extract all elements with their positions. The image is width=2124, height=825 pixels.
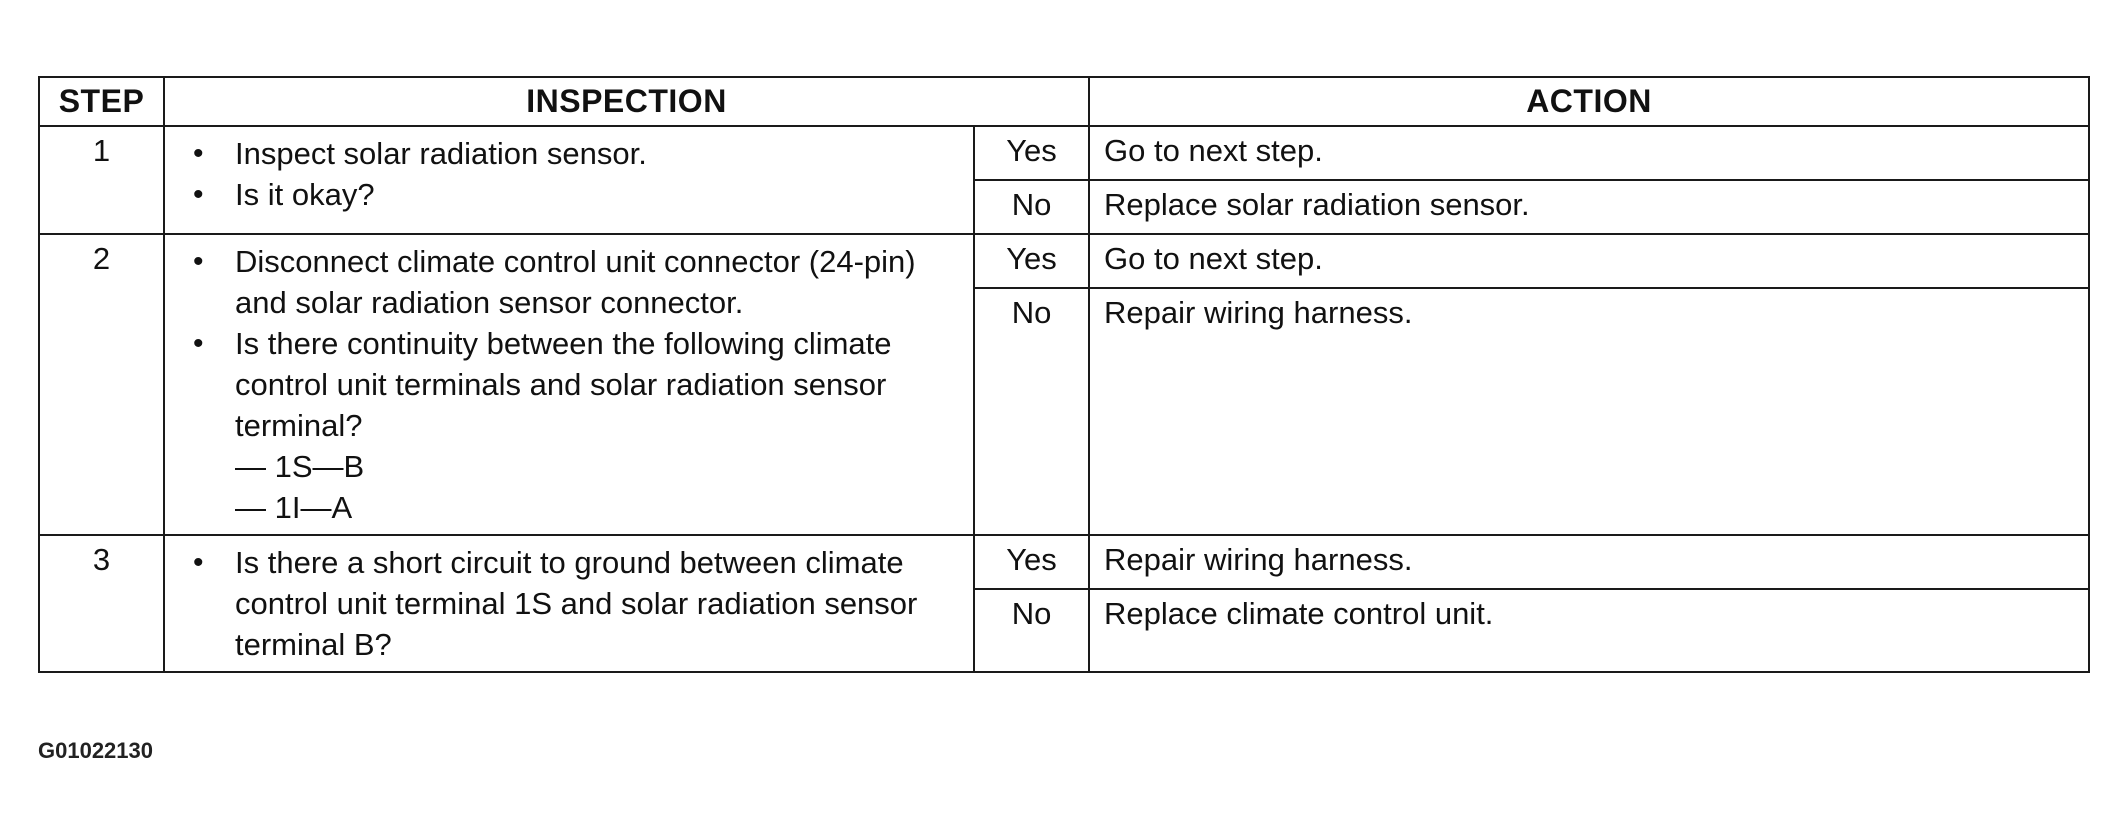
inspection-list [193, 241, 963, 528]
answer-no: No [974, 589, 1089, 672]
inspection-item [193, 323, 963, 528]
inspection-item [193, 542, 963, 665]
figure-id: G01022130 [38, 738, 153, 763]
inspection-item [193, 241, 963, 323]
action-text: Go to next step. [1089, 234, 2089, 288]
table-row [39, 234, 2089, 288]
step-number: 2 [39, 234, 164, 535]
bullet-icon: • [193, 546, 204, 579]
answer-yes: Yes [974, 126, 1089, 180]
inspection-text: Is there continuity between the following climate control unit terminals and solar radiation sensor terminal? [235, 326, 892, 443]
step-number: 3 [39, 535, 164, 672]
terminal-pair: — 1I—A [235, 490, 353, 525]
action-text: Repair wiring harness. [1089, 535, 2089, 589]
bullet-icon: • [193, 137, 204, 170]
answer-yes: Yes [974, 234, 1089, 288]
header-step: STEP [39, 77, 164, 126]
inspection-item [193, 133, 963, 174]
header-action: ACTION [1089, 77, 2089, 126]
inspection-cell [164, 535, 974, 672]
action-text: Repair wiring harness. [1089, 288, 2089, 535]
bullet-icon: • [193, 245, 204, 278]
bullet-icon: • [193, 327, 204, 360]
answer-yes: Yes [974, 535, 1089, 589]
answer-no: No [974, 180, 1089, 234]
inspection-text: Is there a short circuit to ground between climate control unit terminal 1S and solar radiation sensor terminal B? [235, 545, 918, 662]
action-text: Replace climate control unit. [1089, 589, 2089, 672]
answer-no: No [974, 288, 1089, 535]
table-row [39, 535, 2089, 589]
bullet-icon: • [193, 178, 204, 211]
inspection-item [193, 174, 963, 215]
inspection-list [193, 133, 963, 215]
inspection-text: Inspect solar radiation sensor. [235, 136, 647, 171]
inspection-cell [164, 234, 974, 535]
inspection-text: Is it okay? [235, 177, 375, 212]
header-row [39, 77, 2089, 126]
action-text: Go to next step. [1089, 126, 2089, 180]
terminal-pair: — 1S—B [235, 449, 365, 484]
step-number: 1 [39, 126, 164, 234]
diagnostic-table [38, 76, 2090, 673]
action-text: Replace solar radiation sensor. [1089, 180, 2089, 234]
table-row [39, 126, 2089, 180]
inspection-text: Disconnect climate control unit connector (24-pin) and solar radiation sensor connector. [235, 244, 916, 320]
header-inspection: INSPECTION [164, 77, 1089, 126]
inspection-cell [164, 126, 974, 234]
inspection-list [193, 542, 963, 665]
